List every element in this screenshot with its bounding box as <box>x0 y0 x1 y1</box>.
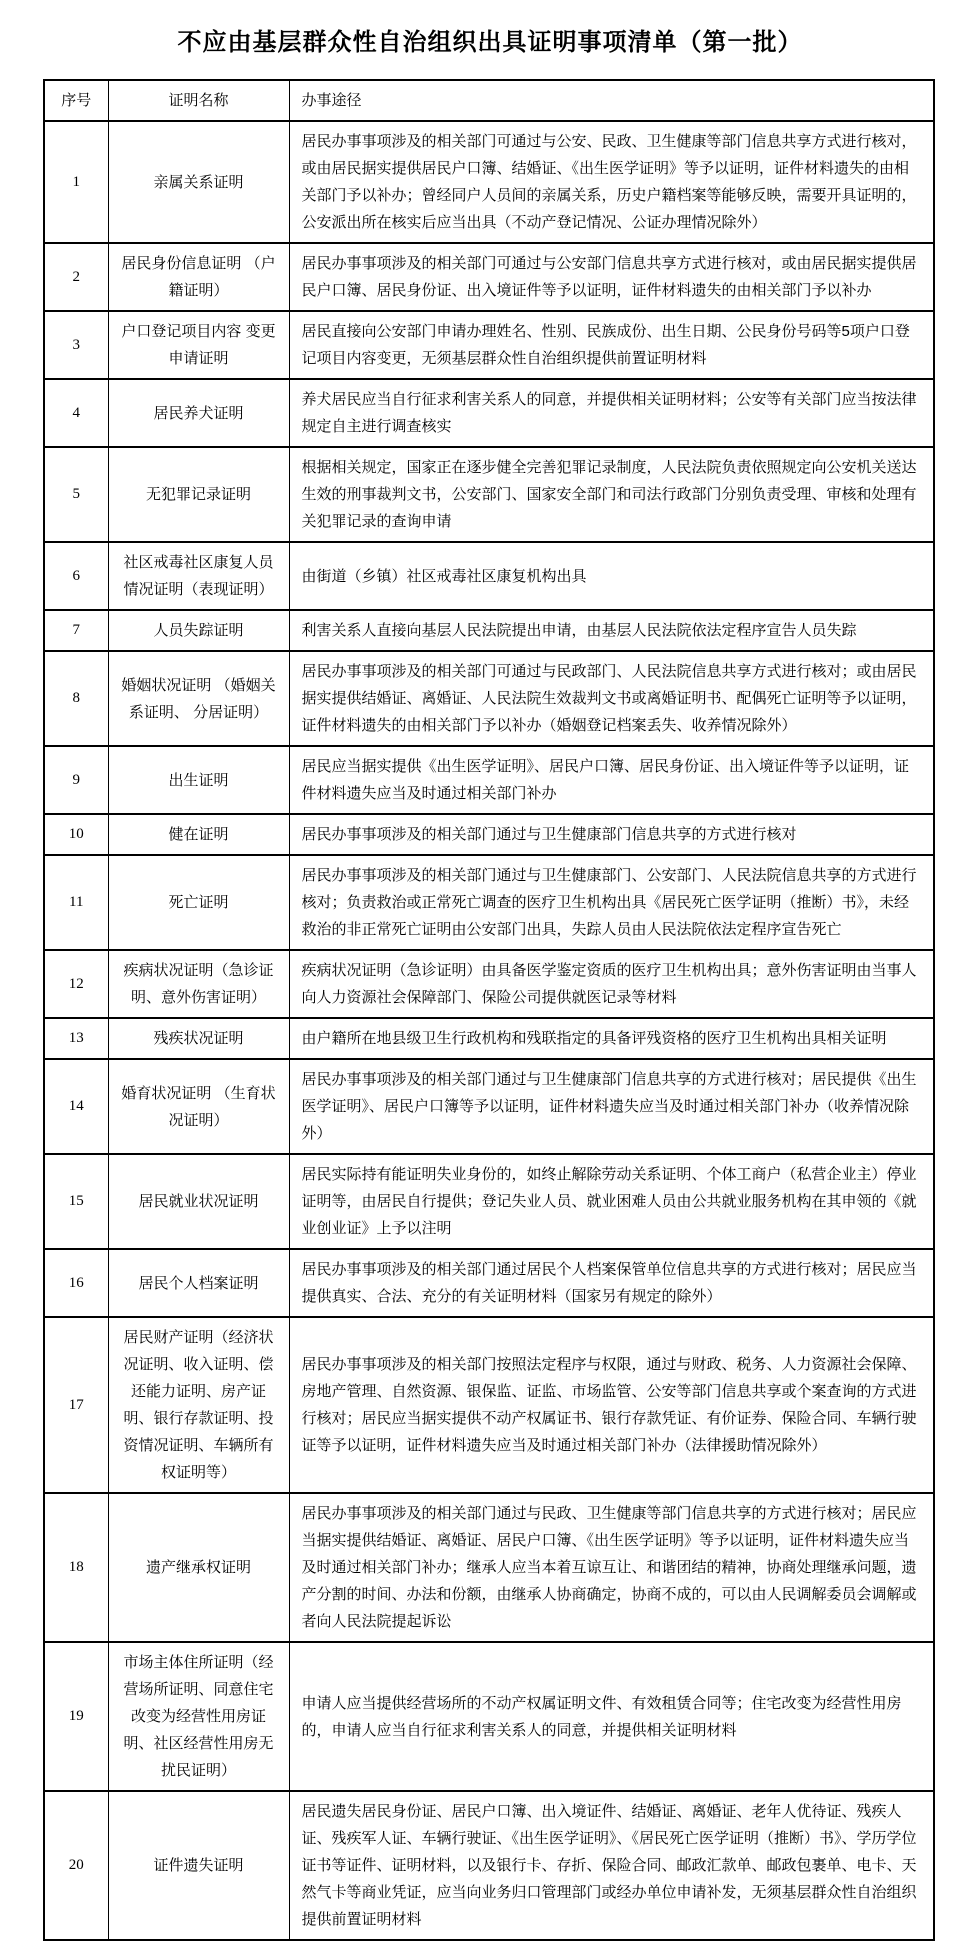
table-row <box>44 447 934 542</box>
row-handling-path: 养犬居民应当自行征求利害关系人的同意，并提供相关证明材料；公安等有关部门应当按法律规定自主进行调查核实 <box>289 379 934 447</box>
row-handling-path: 疾病状况证明（急诊证明）由具备医学鉴定资质的医疗卫生机构出具；意外伤害证明由当事人向人力资源社会保障部门、保险公司提供就医记录等材料 <box>289 950 934 1018</box>
table-row <box>44 1642 934 1791</box>
row-handling-path: 居民办事事项涉及的相关部门按照法定程序与权限，通过与财政、税务、人力资源社会保障、房地产管理、自然资源、银保监、证监、市场监管、公安等部门信息共享或个案查询的方式进行核对；居民应当据实提供不动产权属证书、银行存款凭证、有价证券、保险合同、车辆行驶证等予以证明，证件材料遗失应当及时通过相关部门补办（法律援助情况除外） <box>289 1317 934 1493</box>
table-row <box>44 379 934 447</box>
row-serial-number: 4 <box>44 379 108 447</box>
row-handling-path: 居民办事事项涉及的相关部门通过与民政、卫生健康等部门信息共享的方式进行核对；居民应当据实提供结婚证、离婚证、居民户口簿、《出生医学证明》等予以证明，证件材料遗失应当及时通过相关部门补办；继承人应当本着互谅互让、和谐团结的精神，协商处理继承问题，遗产分割的时间、办法和份额，由继承人协商确定，协商不成的，可以由人民调解委员会调解或者向人民法院提起诉讼 <box>289 1493 934 1642</box>
table-row <box>44 855 934 950</box>
row-serial-number: 14 <box>44 1059 108 1154</box>
row-serial-number: 1 <box>44 121 108 243</box>
row-serial-number: 10 <box>44 814 108 855</box>
table-body <box>44 121 934 1940</box>
row-certificate-name: 证件遗失证明 <box>108 1791 289 1940</box>
row-certificate-name: 居民财产证明（经济状况证明、收入证明、偿还能力证明、房产证明、银行存款证明、投资情况证明、车辆所有权证明等） <box>108 1317 289 1493</box>
table-row <box>44 610 934 651</box>
table-row <box>44 651 934 746</box>
table-row <box>44 243 934 311</box>
page-title: 不应由基层群众性自治组织出具证明事项清单（第一批） <box>177 29 803 56</box>
table-row <box>44 1154 934 1249</box>
row-handling-path: 居民办事事项涉及的相关部门通过与卫生健康部门信息共享的方式进行核对；居民提供《出生医学证明》、居民户口簿等予以证明，证件材料遗失应当及时通过相关部门补办（收养情况除外） <box>289 1059 934 1154</box>
row-serial-number: 19 <box>44 1642 108 1791</box>
header-certificate-name: 证明名称 <box>108 80 289 121</box>
row-handling-path: 由街道（乡镇）社区戒毒社区康复机构出具 <box>289 542 934 610</box>
row-handling-path: 居民直接向公安部门申请办理姓名、性别、民族成份、出生日期、公民身份号码等5项户口登记项目内容变更，无须基层群众性自治组织提供前置证明材料 <box>289 311 934 379</box>
row-certificate-name: 市场主体住所证明（经营场所证明、同意住宅改变为经营性用房证明、社区经营性用房无扰民证明） <box>108 1642 289 1791</box>
table-row <box>44 542 934 610</box>
row-handling-path: 居民实际持有能证明失业身份的，如终止解除劳动关系证明、个体工商户（私营企业主）停业证明等，由居民自行提供；登记失业人员、就业困难人员由公共就业服务机构在其申领的《就业创业证》上予以注明 <box>289 1154 934 1249</box>
row-serial-number: 13 <box>44 1018 108 1059</box>
row-handling-path: 居民遗失居民身份证、居民户口簿、出入境证件、结婚证、离婚证、老年人优待证、残疾人证、残疾军人证、车辆行驶证、《出生医学证明》、《居民死亡医学证明（推断）书》、学历学位证书等证件、证明材料，以及银行卡、存折、保险合同、邮政汇款单、邮政包裹单、电卡、天然气卡等商业凭证，应当向业务归口管理部门或经办单位申请补发，无须基层群众性自治组织提供前置证明材料 <box>289 1791 934 1940</box>
row-certificate-name: 亲属关系证明 <box>108 121 289 243</box>
row-serial-number: 5 <box>44 447 108 542</box>
table-row <box>44 950 934 1018</box>
table-row <box>44 121 934 243</box>
row-serial-number: 15 <box>44 1154 108 1249</box>
row-certificate-name: 社区戒毒社区康复人员情况证明（表现证明） <box>108 542 289 610</box>
row-certificate-name: 残疾状况证明 <box>108 1018 289 1059</box>
header-handling-path: 办事途径 <box>289 80 934 121</box>
row-handling-path: 根据相关规定，国家正在逐步健全完善犯罪记录制度，人民法院负责依照规定向公安机关送达生效的刑事裁判文书，公安部门、国家安全部门和司法行政部门分别负责受理、审核和处理有关犯罪记录的查询申请 <box>289 447 934 542</box>
row-certificate-name: 无犯罪记录证明 <box>108 447 289 542</box>
row-serial-number: 9 <box>44 746 108 814</box>
row-serial-number: 16 <box>44 1249 108 1317</box>
row-handling-path: 居民应当据实提供《出生医学证明》、居民户口簿、居民身份证、出入境证件等予以证明，证件材料遗失应当及时通过相关部门补办 <box>289 746 934 814</box>
row-serial-number: 18 <box>44 1493 108 1642</box>
row-certificate-name: 出生证明 <box>108 746 289 814</box>
row-certificate-name: 居民身份信息证明 （户籍证明） <box>108 243 289 311</box>
row-serial-number: 20 <box>44 1791 108 1940</box>
row-serial-number: 7 <box>44 610 108 651</box>
row-certificate-name: 居民个人档案证明 <box>108 1249 289 1317</box>
table-row <box>44 1059 934 1154</box>
row-certificate-name: 婚育状况证明 （生育状况证明） <box>108 1059 289 1154</box>
row-serial-number: 2 <box>44 243 108 311</box>
row-handling-path: 申请人应当提供经营场所的不动产权属证明文件、有效租赁合同等；住宅改变为经营性用房的，申请人应当自行征求利害关系人的同意，并提供相关证明材料 <box>289 1642 934 1791</box>
row-handling-path: 由户籍所在地县级卫生行政机构和残联指定的具备评残资格的医疗卫生机构出具相关证明 <box>289 1018 934 1059</box>
certificates-table <box>43 79 935 1941</box>
row-certificate-name: 疾病状况证明（急诊证明、意外伤害证明） <box>108 950 289 1018</box>
row-handling-path: 居民办事事项涉及的相关部门通过与卫生健康部门信息共享的方式进行核对 <box>289 814 934 855</box>
row-serial-number: 6 <box>44 542 108 610</box>
row-serial-number: 8 <box>44 651 108 746</box>
table-header-row <box>44 80 934 121</box>
row-handling-path: 利害关系人直接向基层人民法院提出申请，由基层人民法院依法定程序宣告人员失踪 <box>289 610 934 651</box>
row-handling-path: 居民办事事项涉及的相关部门可通过与公安、民政、卫生健康等部门信息共享方式进行核对，或由居民据实提供居民户口簿、结婚证、《出生医学证明》等予以证明，证件材料遗失的由相关部门予以补办；曾经同户人员间的亲属关系，历史户籍档案等能够反映，需要开具证明的，公安派出所在核实后应当出具（不动产登记情况、公证办理情况除外） <box>289 121 934 243</box>
row-certificate-name: 人员失踪证明 <box>108 610 289 651</box>
row-certificate-name: 死亡证明 <box>108 855 289 950</box>
row-serial-number: 17 <box>44 1317 108 1493</box>
row-certificate-name: 居民就业状况证明 <box>108 1154 289 1249</box>
table-row <box>44 1249 934 1317</box>
table-row <box>44 746 934 814</box>
table-row <box>44 1791 934 1940</box>
row-certificate-name: 居民养犬证明 <box>108 379 289 447</box>
table-row <box>44 1018 934 1059</box>
table-row <box>44 1493 934 1642</box>
row-handling-path: 居民办事事项涉及的相关部门可通过与公安部门信息共享方式进行核对，或由居民据实提供居民户口簿、居民身份证、出入境证件等予以证明，证件材料遗失的由相关部门予以补办 <box>289 243 934 311</box>
row-certificate-name: 遗产继承权证明 <box>108 1493 289 1642</box>
row-handling-path: 居民办事事项涉及的相关部门通过与卫生健康部门、公安部门、人民法院信息共享的方式进行核对；负责救治或正常死亡调查的医疗卫生机构出具《居民死亡医学证明（推断）书》，未经救治的非正常死亡证明由公安部门出具，失踪人员由人民法院依法定程序宣告死亡 <box>289 855 934 950</box>
row-certificate-name: 健在证明 <box>108 814 289 855</box>
row-certificate-name: 婚姻状况证明 （婚姻关系证明、 分居证明） <box>108 651 289 746</box>
table-row <box>44 311 934 379</box>
table-row <box>44 1317 934 1493</box>
row-serial-number: 11 <box>44 855 108 950</box>
table-row <box>44 814 934 855</box>
row-serial-number: 3 <box>44 311 108 379</box>
row-handling-path: 居民办事事项涉及的相关部门通过居民个人档案保管单位信息共享的方式进行核对；居民应当提供真实、合法、充分的有关证明材料（国家另有规定的除外） <box>289 1249 934 1317</box>
row-handling-path: 居民办事事项涉及的相关部门可通过与民政部门、人民法院信息共享方式进行核对；或由居民据实提供结婚证、离婚证、人民法院生效裁判文书或离婚证明书、配偶死亡证明等予以证明，证件材料遗失的由相关部门予以补办（婚姻登记档案丢失、收养情况除外） <box>289 651 934 746</box>
header-serial-number: 序号 <box>44 80 108 121</box>
row-serial-number: 12 <box>44 950 108 1018</box>
row-certificate-name: 户口登记项目内容 变更申请证明 <box>108 311 289 379</box>
